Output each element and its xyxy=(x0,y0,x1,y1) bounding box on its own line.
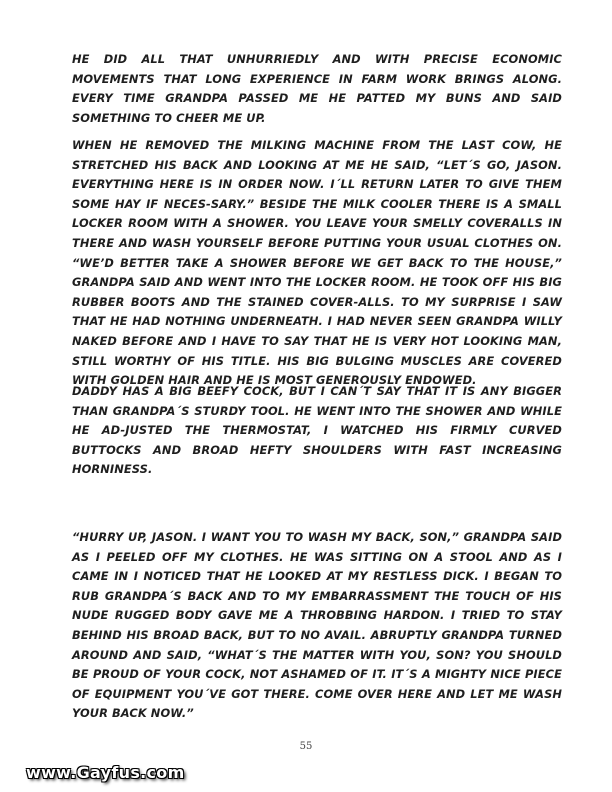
paragraph-3: DADDY HAS A BIG BEEFY COCK, BUT I CAN´T SAY THAT IT IS ANY BIGGER THAN GRANDPA´S STURDY TOOL. HE WENT INTO THE SHOWER AND WHILE HE AD-JUSTED THE THERMOSTAT, I WATCHED HIS FIRMLY CURVED BUTTOCKS AND BROAD HEFTY SHOULDERS WITH FAST INCREASING HORNINESS. xyxy=(72,384,562,477)
paragraph-1: HE DID ALL THAT UNHURRIEDLY AND WITH PRECISE ECONOMIC MOVEMENTS THAT LONG EXPERIENCE IN FARM WORK BRINGS ALONG. EVERY TIME GRANDPA PASSED ME HE PATTED MY BUNS AND SAID SOMETHING TO CHEER ME UP. xyxy=(72,52,562,125)
site-watermark: www.Gayfus.com xyxy=(26,763,185,782)
paragraph-2: WHEN HE REMOVED THE MILKING MACHINE FROM THE LAST COW, HE STRETCHED HIS BACK AND LOOKING AT ME HE SAID, “LET´S GO, JASON. EVERYTHING HERE IS IN ORDER NOW. I´LL RETURN LATER TO GIVE THEM SOME HAY IF NECES-SARY.” BESIDE THE MILK COOLER THERE IS A SMALL LOCKER ROOM WITH A SHOWER. YOU LEAVE YOUR SMELLY COVERALLS IN THERE AND WASH YOURSELF BEFORE PUTTING YOUR USUAL CLOTHES ON. “WE’D BETTER TAKE A SHOWER BEFORE WE GET BACK TO THE HOUSE,” GRANDPA SAID AND WENT INTO THE LOCKER ROOM. HE TOOK OFF HIS BIG RUBBER BOOTS AND THE STAINED COVER-ALLS. TO MY SURPRISE I SAW THAT HE HAD NOTHING UNDERNEATH. I HAD NEVER SEEN GRANDPA WILLY NAKED BEFORE AND I HAVE TO SAY THAT HE IS VERY HOT LOOKING MAN, STILL WORTHY OF HIS TITLE. HIS BIG BULGING MUSCLES ARE COVERED WITH GOLDEN HAIR AND HE IS MOST GENEROUSLY ENDOWED. xyxy=(72,138,562,388)
paragraph-4: “HURRY UP, JASON. I WANT YOU TO WASH MY BACK, SON,” GRANDPA SAID AS I PEELED OFF MY CLOTHES. HE WAS SITTING ON A STOOL AND AS I CAME IN I NOTICED THAT HE LOOKED AT MY RESTLESS DICK. I BEGAN TO RUB GRANDPA´S BACK AND TO MY EMBARRASSMENT THE TOUCH OF HIS NUDE RUGGED BODY GAVE ME A THROBBING HARDON. I TRIED TO STAY BEHIND HIS BROAD BACK, BUT TO NO AVAIL. ABRUPTLY GRANDPA TURNED AROUND AND SAID, “WHAT´S THE MATTER WITH YOU, SON? YOU SHOULD BE PROUD OF YOUR COCK, NOT ASHAMED OF IT. IT´S A MIGHTY NICE PIECE OF EQUIPMENT YOU´VE GOT THERE. COME OVER HERE AND LET ME WASH YOUR BACK NOW.” xyxy=(72,530,562,721)
page-number: 55 xyxy=(299,741,313,752)
